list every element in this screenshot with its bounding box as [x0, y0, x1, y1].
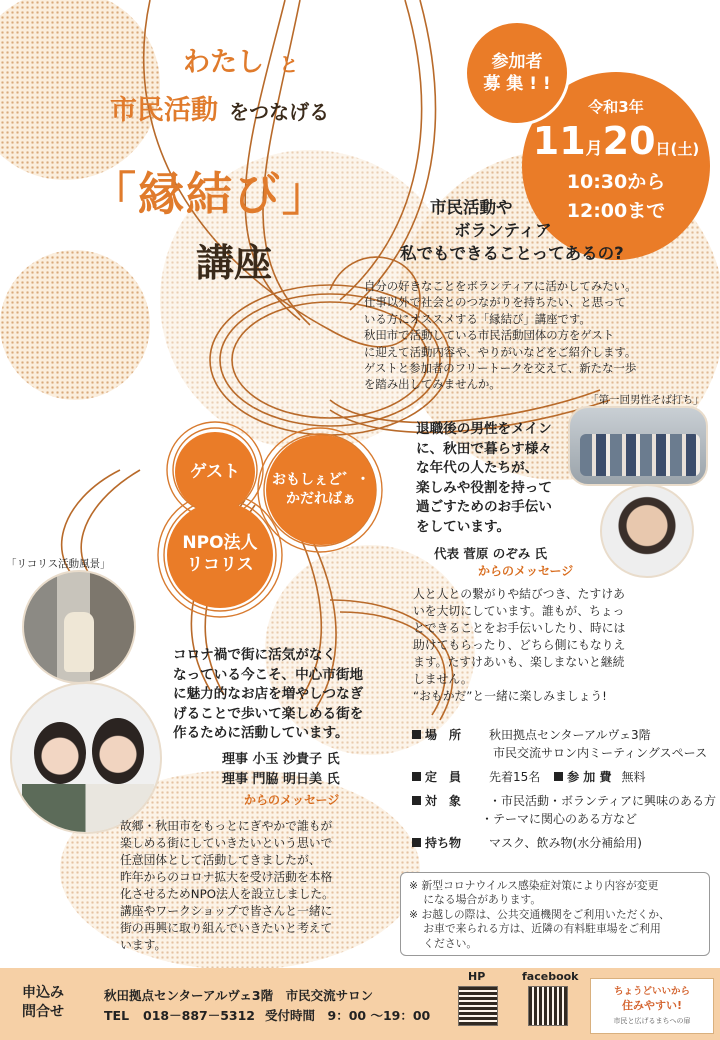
- lycoris-description: [173, 646, 363, 744]
- hp-qr-code[interactable]: [458, 986, 498, 1026]
- info-capacity: [412, 768, 645, 785]
- representative-photo: [600, 484, 694, 578]
- facebook-label: facebook: [522, 970, 579, 983]
- target-value-2: ・テーマに関心のある方など: [481, 812, 638, 826]
- soba-event-photo: [568, 406, 708, 486]
- message-line: 人と人との繋がりや結びつき、たすけあ: [413, 587, 625, 601]
- facebook-qr-code[interactable]: [528, 986, 568, 1026]
- right-message: [413, 586, 625, 705]
- date-month-unit: 月: [585, 139, 603, 159]
- date-main: [522, 119, 710, 163]
- title-line1: [183, 40, 298, 79]
- footer: [0, 968, 720, 1040]
- message-line: ます。たすけあいも、楽しまないと継続: [413, 655, 625, 669]
- message-line: 任意団体として活動してきましたが、: [120, 853, 321, 867]
- bullet-square: [412, 772, 421, 781]
- date-era: 令和3年: [588, 98, 644, 116]
- group2-name-b: リコリス: [186, 555, 254, 575]
- fee-label: 参 加 費: [567, 770, 612, 784]
- question-line1: 市民活動や: [430, 198, 513, 217]
- director-face-2: [92, 718, 144, 784]
- badge-line1: 参加者: [491, 52, 543, 72]
- footer-label-contact: 問合せ: [22, 1004, 64, 1020]
- left-message-from: からのメッセージ: [244, 793, 340, 807]
- intro-line: 自分の好きなことをボランティアに活かしてみたい。: [364, 279, 637, 293]
- message-line: いを大切にしています。誰もが、ちょっ: [413, 604, 625, 618]
- notice-line: ください。: [409, 936, 478, 950]
- desc-line: コロナ禍で街に活気がなく: [173, 647, 337, 663]
- logo-line3: 市民と広げるまちへの扉: [613, 1017, 691, 1025]
- target-label: 対 象: [425, 794, 462, 808]
- notice-line: ※ 新型コロナウイルス感染症対策により内容が変更: [409, 879, 659, 892]
- representative-name: 代表 菅原 のぞみ 氏: [434, 546, 548, 561]
- notice-line: お車で来られる方は、近隣の有料駐車場をご利用: [409, 922, 661, 936]
- message-line: とできることをお手伝いしたり、時には: [413, 621, 626, 635]
- photo-caption-soba: 「第一回男性そば打ち」: [588, 394, 704, 406]
- date-day: 20: [602, 119, 656, 163]
- bullet-square: [412, 796, 421, 805]
- message-line: います。: [120, 938, 167, 952]
- capacity-label: 定 員: [425, 770, 462, 784]
- footer-tel-row: [104, 1006, 430, 1024]
- capacity-value: 先着15名: [489, 770, 541, 784]
- footer-label: [22, 984, 64, 1022]
- notice-line: になる場合があります。: [409, 893, 542, 907]
- desc-line: げることで歩いて楽しめる街を: [173, 705, 364, 722]
- directors-photo: [10, 682, 162, 834]
- date-day-unit: 日(土): [655, 140, 700, 158]
- intro-line: ゲストと参加者のフリートークを交えて、新たな一歩: [364, 361, 637, 376]
- intro-line: を踏み出してみませんか。: [364, 377, 501, 392]
- group2-name-a: NPO法人: [182, 533, 258, 553]
- intro-line: に迎えて活動内容や、やりがいなどをご紹介します。: [364, 344, 637, 359]
- petal-guest: [175, 432, 255, 512]
- guest-label: ゲスト: [189, 462, 241, 482]
- director-1: 理事 小玉 沙貴子 氏: [222, 752, 340, 767]
- photo-street-people: [64, 612, 94, 672]
- title-koza: 講座: [196, 241, 273, 285]
- recruit-badge: [464, 20, 570, 126]
- desc-line: をしています。: [416, 518, 511, 535]
- title-shimin: 市民活動: [110, 95, 218, 126]
- message-line: 昨年からのコロナ拡大を受け活動を本格: [120, 870, 333, 884]
- message-line: 化させるためNPO法人を設立しました。: [120, 887, 334, 901]
- title-tsunageru: をつなげる: [229, 100, 330, 124]
- badge-line2: 募 集 ! !: [483, 74, 551, 94]
- place-label: 場 所: [425, 728, 462, 742]
- message-line: 街の再興に取り組んでいきたいと考えて: [120, 921, 333, 935]
- desc-line: 退職後の男性をメイン: [416, 421, 552, 437]
- notice-box: [400, 872, 710, 956]
- omokada-description: [416, 420, 552, 537]
- group1-name-a: おもしぇど゛・: [272, 472, 370, 488]
- info-place: [412, 726, 651, 743]
- info-target-2: [481, 810, 637, 827]
- place-value-2: 市民交流サロン内ミーティングスペース: [493, 746, 708, 760]
- date-end: 12:00まで: [566, 200, 666, 222]
- date-start: 10:30から: [566, 171, 666, 193]
- message-line: 講座やワークショップで皆さんと一緒に: [120, 904, 333, 918]
- message-line: 助けてもらったり、どちら側にもなりえ: [413, 638, 626, 652]
- title-watashi: わたし: [183, 47, 264, 78]
- director-names: [222, 750, 340, 790]
- date-month: 11: [532, 119, 586, 163]
- info-target: [412, 792, 716, 809]
- desc-line: に魅力的なお店を増やしつなぎ: [173, 686, 364, 702]
- logo-line1: ちょうどいいから: [613, 986, 690, 997]
- fee-value: 無料: [621, 770, 646, 784]
- right-message-from: からのメッセージ: [478, 564, 574, 578]
- message-line: 故郷・秋田市をもっとにぎやかで誰もが: [120, 819, 333, 833]
- intro-line: いる方にオススメする「縁結び」講座です。: [364, 311, 591, 326]
- photo-caption-lycoris: 「リコリス活動風景」: [6, 558, 111, 570]
- message-line: 楽しめる街にしていきたいという思いで: [120, 836, 333, 850]
- bullet-square: [554, 772, 563, 781]
- hp-label: HP: [468, 970, 486, 983]
- footer-label-apply: 申込み: [22, 985, 64, 1001]
- target-value-1: ・市民活動・ボランティアに興味のある方: [489, 794, 717, 808]
- desc-line: な年代の人たちが、: [416, 460, 539, 476]
- info-bring: [412, 834, 642, 851]
- intro-text: [364, 278, 716, 393]
- left-message: [120, 818, 334, 954]
- director-2: 理事 門脇 明日美 氏: [222, 772, 340, 787]
- director-face-1: [34, 722, 86, 784]
- petal-lycoris: [167, 502, 273, 608]
- desc-line: に、秋田で暮らす様々: [416, 440, 552, 457]
- tel-label: TEL: [104, 1008, 130, 1023]
- desc-line: 作るために活動しています。: [173, 725, 349, 741]
- notice-line: ※ お越しの際は、公共交通機関をご利用いただくか、: [409, 907, 670, 921]
- reception-hours: 受付時間 9：00 ～19：00: [265, 1008, 431, 1023]
- info-place-2: [493, 744, 707, 761]
- message-line: しません。: [413, 672, 473, 686]
- bring-value: マスク、飲み物(水分補給用): [489, 836, 642, 850]
- desc-line: 楽しみや役割を持って: [416, 479, 552, 496]
- desc-line: なっている今こそ、中心市街地: [173, 666, 364, 683]
- footer-org: 秋田拠点センターアルヴェ3階 市民交流サロン: [104, 988, 374, 1003]
- photo-people-row: [580, 434, 700, 476]
- message-line: “おもかだ”と一緒に楽しみましょう!: [413, 689, 607, 703]
- group1-name-b: かだればぁ: [286, 491, 356, 507]
- bullet-square: [412, 838, 421, 847]
- desc-line: 過ごすためのお手伝い: [416, 499, 552, 515]
- bullet-square: [412, 730, 421, 739]
- tel-number[interactable]: 018－887－5312: [143, 1008, 256, 1023]
- title-to: と: [279, 54, 299, 76]
- intro-line: 仕事以外で社会とのつながりを持ちたい、と思って: [364, 295, 626, 310]
- logo-line2: 住みやすい!: [621, 999, 683, 1012]
- city-logo: [590, 978, 714, 1034]
- question-line3: 私でもできることってあるの?: [400, 244, 624, 263]
- question-line2: ボランティア: [454, 221, 552, 240]
- title-line2: [110, 88, 329, 127]
- lycoris-activity-photo: [22, 570, 136, 684]
- intro-line: 秋田市で活動している市民活動団体の方をゲスト: [364, 328, 615, 343]
- petal-omokada: [266, 435, 376, 545]
- place-value-1: 秋田拠点センターアルヴェ3階: [489, 728, 651, 742]
- bring-label: 持ち物: [425, 836, 462, 850]
- title-enmusubi: 「縁結び」: [90, 167, 330, 221]
- question-block: [400, 196, 624, 265]
